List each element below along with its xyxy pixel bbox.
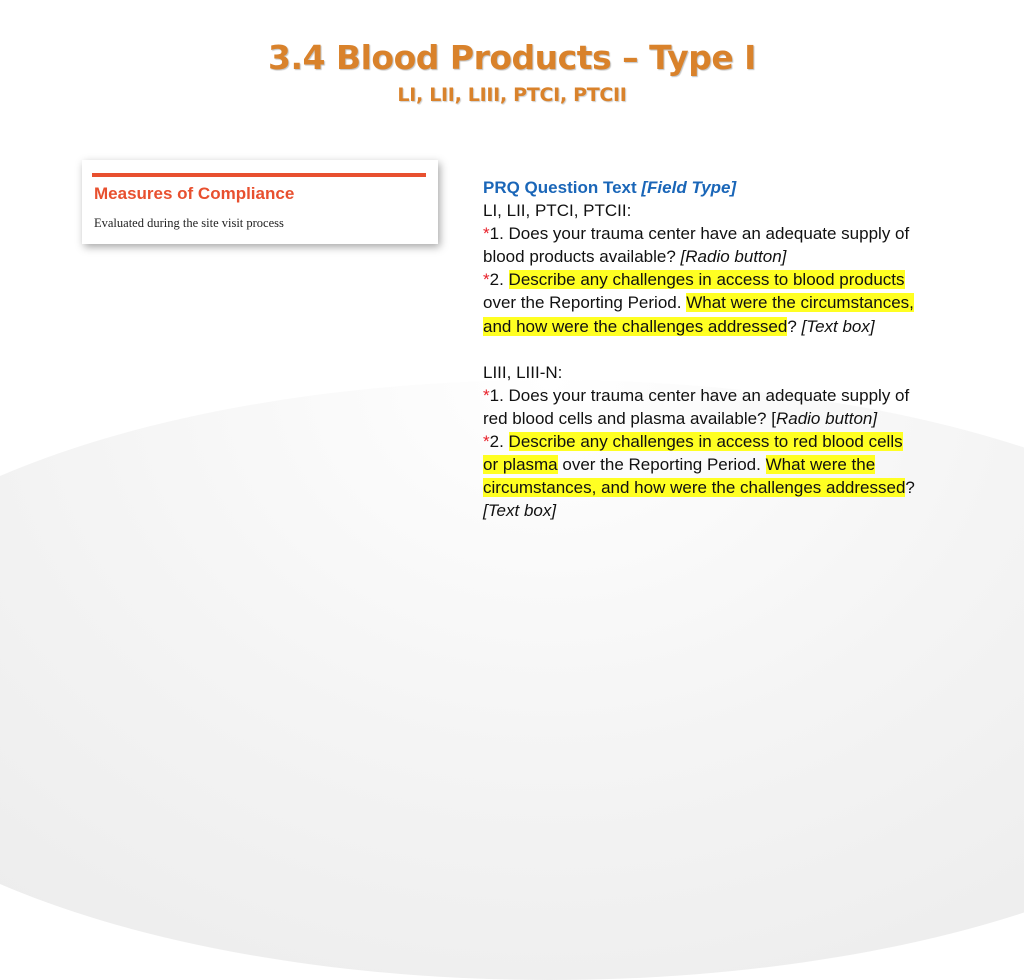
prq-heading-field-type: [Field Type] [641, 178, 737, 197]
group2-q1-field-type: Radio button] [775, 408, 878, 428]
group2-q2-field-type: [Text box] [483, 501, 557, 521]
group2-q2-text: over the Reporting Period. [562, 455, 761, 475]
slide-subtitle: LI, LII, LIII, PTCI, PTCII [397, 84, 627, 106]
prq-question-block [483, 176, 1003, 522]
spacer [483, 338, 1003, 361]
group2-q2-highlight: circumstances, and how were the challenges addressed [483, 478, 906, 498]
group1-q2-highlight: What were the circumstances, [686, 293, 914, 313]
compliance-text: Evaluated during the site visit process [94, 216, 284, 230]
group1-q2-qmark: ? [787, 316, 797, 336]
group1-q2-number: 2. [489, 270, 504, 290]
group1-q2-highlight: Describe any challenges in access to blood products [508, 270, 905, 290]
slide-title: 3.4 Blood Products – Type I [268, 38, 756, 77]
group1-q2-field-type: [Text box] [801, 316, 875, 336]
group2-q2-number: 2. [489, 432, 504, 452]
group2-label: LIII, LIII-N: [483, 362, 563, 382]
group2-q1-text-cont: red blood cells and plasma available? [ [483, 408, 776, 428]
group2-q1-line1 [483, 384, 1003, 407]
group1-q2-text: over the Reporting Period. [483, 293, 682, 313]
group2-q2-highlight: What were the [765, 455, 876, 475]
group1-q1-field-type: [Radio button] [680, 247, 787, 267]
group2-q2-highlight: or plasma [483, 455, 558, 475]
required-star: * [483, 270, 490, 290]
group2-q2-line4 [483, 499, 1003, 522]
group2-q2-qmark: ? [905, 478, 915, 498]
group1-label: LI, LII, PTCI, PTCII: [483, 201, 632, 221]
group1-q2-line3 [483, 315, 1003, 338]
required-star: * [483, 432, 490, 452]
group1-q2-line1 [483, 268, 1003, 291]
group2-q2-line1 [483, 430, 1003, 453]
prq-heading [483, 176, 1003, 199]
group1-q1-line2 [483, 245, 1003, 268]
required-star: * [483, 385, 490, 405]
group2-q2-line2 [483, 453, 1003, 476]
compliance-heading: Measures of Compliance [94, 184, 295, 203]
prq-heading-label: PRQ Question Text [483, 178, 637, 197]
compliance-divider [92, 173, 426, 177]
group1-q1-text: 1. Does your trauma center have an adequate supply of [489, 224, 910, 244]
group2-q2-line3 [483, 476, 1003, 499]
group1-q1-line1 [483, 222, 1003, 245]
group1-q1-text-cont: blood products available? [483, 247, 676, 267]
measures-of-compliance-card [82, 160, 438, 244]
required-star: * [483, 224, 490, 244]
group2-q1-line2 [483, 407, 1003, 430]
group1-q2-line2 [483, 291, 1003, 314]
group2-q2-highlight: Describe any challenges in access to red blood cells [508, 432, 903, 452]
group1-q2-highlight: and how were the challenges addressed [483, 316, 788, 336]
group2-q1-text: 1. Does your trauma center have an adequate supply of [489, 385, 910, 405]
